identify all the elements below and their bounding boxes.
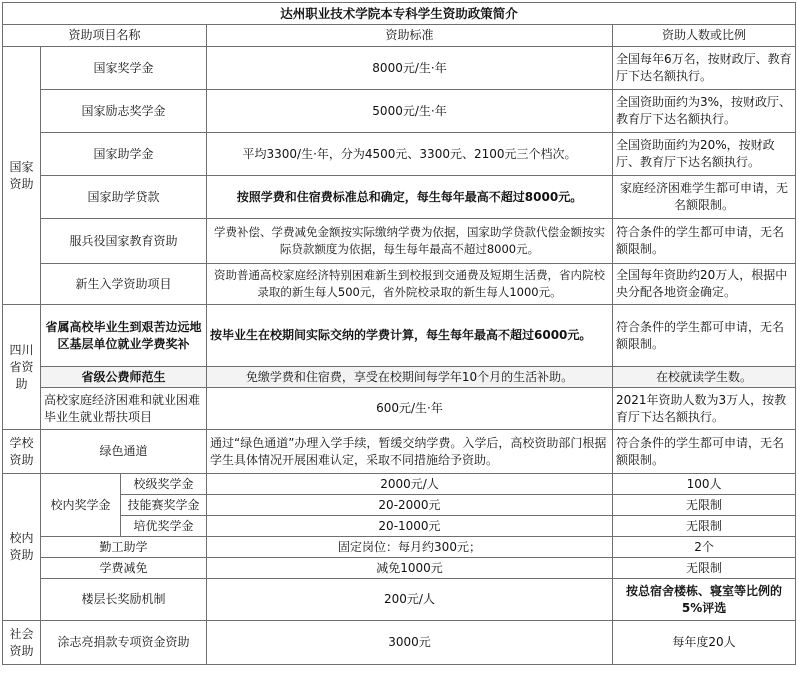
table-row [3,367,796,388]
item-standard: 减免1000元 [207,558,613,579]
table-row [3,537,796,558]
item-name: 国家奖学金 [41,47,207,90]
item-name: 涂志亮捐款专项资金资助 [41,621,207,665]
item-ratio: 家庭经济困难学生都可申请，无名额限制。 [613,176,796,219]
header-item: 资助项目名称 [3,25,207,47]
item-ratio: 按总宿舍楼栋、寝室等比例的5%评选 [613,579,796,621]
item-standard: 2000元/人 [207,474,613,495]
table-row [3,621,796,665]
table-row [3,579,796,621]
item-name: 省级公费师范生 [41,367,207,388]
item-ratio: 全国资助面约为20%，按财政厅、教育厅下达名额执行。 [613,133,796,176]
item-ratio: 无限制 [613,558,796,579]
item-name: 学费减免 [41,558,207,579]
item-standard: 免缴学费和住宿费，享受在校期间每学年10个月的生活补助。 [207,367,613,388]
item-ratio: 无限制 [613,516,796,537]
item-name: 培优奖学金 [121,516,207,537]
table-row [3,558,796,579]
item-name: 国家助学金 [41,133,207,176]
item-name: 服兵役国家教育资助 [41,219,207,264]
item-name: 校级奖学金 [121,474,207,495]
category-sichuan: 四川省资助 [3,305,41,430]
item-ratio: 全国每年资助约20万人，根据中央分配各地资金确定。 [613,264,796,305]
item-standard: 20-2000元 [207,495,613,516]
item-standard: 600元/生·年 [207,388,613,430]
item-standard: 通过“绿色通道”办理入学手续，暂缓交纳学费。入学后，高校资助部门根据学生具体情况开展困难认定，采取不同措施给予资助。 [207,430,613,474]
item-standard: 200元/人 [207,579,613,621]
table-row [3,430,796,474]
item-name: 省属高校毕业生到艰苦边远地区基层单位就业学费奖补 [41,305,207,367]
item-ratio: 无限制 [613,495,796,516]
item-standard: 5000元/生·年 [207,90,613,133]
item-standard: 平均3300/生·年，分为4500元、3300元、2100元三个档次。 [207,133,613,176]
header-ratio: 资助人数或比例 [613,25,796,47]
item-standard: 按照学费和住宿费标准总和确定，每生每年最高不超过8000元。 [207,176,613,219]
item-ratio: 2个 [613,537,796,558]
item-standard: 资助普通高校家庭经济特别困难新生到校报到交通费及短期生活费，省内院校录取的新生每人500元，省外院校录取的新生每人1000元。 [207,264,613,305]
table-row [3,495,796,516]
item-ratio: 全国每年6万名，按财政厅、教育厅下达名额执行。 [613,47,796,90]
item-standard: 3000元 [207,621,613,665]
table-title: 达州职业技术学院本专科学生资助政策简介 [3,3,796,25]
item-name: 绿色通道 [41,430,207,474]
item-name: 国家助学贷款 [41,176,207,219]
header-standard: 资助标准 [207,25,613,47]
table-row [3,219,796,264]
title-row [3,3,796,25]
table-row [3,305,796,367]
header-row [3,25,796,47]
table-row [3,516,796,537]
item-ratio: 符合条件的学生都可申请，无名额限制。 [613,430,796,474]
item-ratio: 在校就读学生数。 [613,367,796,388]
item-name: 勤工助学 [41,537,207,558]
category-social: 社会资助 [3,621,41,665]
item-standard: 按毕业生在校期间实际交纳的学费计算，每生每年最高不超过6000元。 [207,305,613,367]
category-campus: 校内资助 [3,474,41,621]
category-school: 学校资助 [3,430,41,474]
item-ratio: 符合条件的学生都可申请，无名额限制。 [613,305,796,367]
item-name: 技能赛奖学金 [121,495,207,516]
item-ratio: 符合条件的学生都可申请，无名额限制。 [613,219,796,264]
item-name: 楼层长奖励机制 [41,579,207,621]
table-row [3,47,796,90]
item-standard: 20-1000元 [207,516,613,537]
item-ratio: 2021年资助人数为3万人，按教育厅下达名额执行。 [613,388,796,430]
item-ratio: 每年度20人 [613,621,796,665]
category-national: 国家资助 [3,47,41,305]
item-standard: 固定岗位：每月约300元； [207,537,613,558]
item-name: 国家励志奖学金 [41,90,207,133]
item-ratio: 100人 [613,474,796,495]
item-name: 高校家庭经济困难和就业困难 毕业生就业帮扶项目 [41,388,207,430]
table-row [3,90,796,133]
item-standard: 8000元/生·年 [207,47,613,90]
item-standard: 学费补偿、学费减免金额按实际缴纳学费为依据，国家助学贷款代偿金额按实际贷款额度为依据，每生每年最高不超过8000元。 [207,219,613,264]
policy-table [2,2,796,665]
table-row [3,388,796,430]
item-name: 新生入学资助项目 [41,264,207,305]
table-row [3,133,796,176]
table-row [3,474,796,495]
table-row [3,176,796,219]
campus-scholarship-group: 校内奖学金 [41,474,121,537]
item-ratio: 全国资助面约为3%，按财政厅、教育厅下达名额执行。 [613,90,796,133]
table-row [3,264,796,305]
